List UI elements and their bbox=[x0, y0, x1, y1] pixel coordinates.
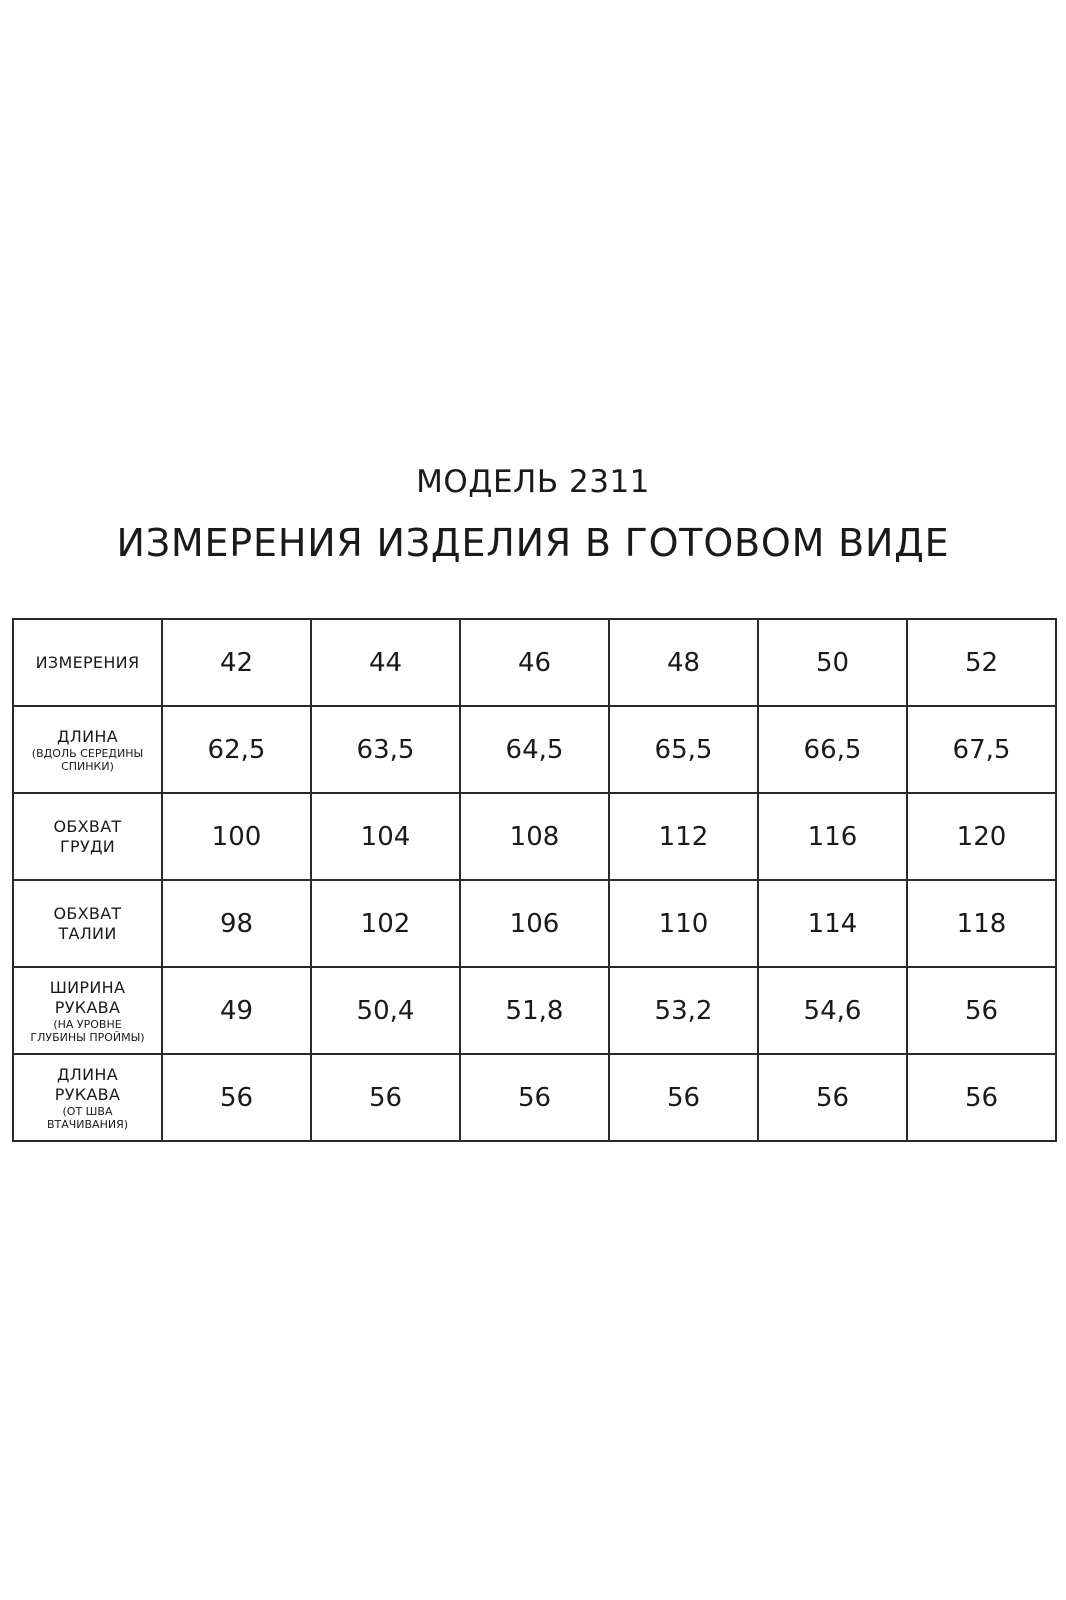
row-label: ОБХВАТ bbox=[53, 903, 122, 923]
size-header: 50 bbox=[758, 619, 907, 706]
table-row bbox=[13, 706, 1056, 793]
model-title: МОДЕЛЬ 2311 bbox=[416, 464, 650, 500]
measurement-value: 102 bbox=[311, 880, 460, 967]
measurement-value: 56 bbox=[907, 967, 1056, 1054]
size-header: 42 bbox=[162, 619, 311, 706]
row-label: ДЛИНА bbox=[57, 726, 118, 746]
size-header: 52 bbox=[907, 619, 1056, 706]
measurement-value: 120 bbox=[907, 793, 1056, 880]
measurement-value: 100 bbox=[162, 793, 311, 880]
row-label-cell bbox=[13, 880, 162, 967]
measurement-value: 112 bbox=[609, 793, 758, 880]
row-label-cell bbox=[13, 967, 162, 1054]
row-label-note: ВТАЧИВАНИЯ) bbox=[46, 1117, 129, 1131]
row-label: ТАЛИИ bbox=[58, 923, 117, 943]
row-label-note: (ВДОЛЬ СЕРЕДИНЫ bbox=[31, 746, 144, 760]
size-header: 44 bbox=[311, 619, 460, 706]
table-row bbox=[13, 967, 1056, 1054]
row-label-cell bbox=[13, 1054, 162, 1141]
page-heading: ИЗМЕРЕНИЯ ИЗДЕЛИЯ В ГОТОВОМ ВИДЕ bbox=[116, 521, 950, 565]
measurement-value: 114 bbox=[758, 880, 907, 967]
measurement-value: 56 bbox=[162, 1054, 311, 1141]
measurement-value: 110 bbox=[609, 880, 758, 967]
row-label-note: ГЛУБИНЫ ПРОЙМЫ) bbox=[30, 1030, 145, 1044]
row-label-note: (НА УРОВНЕ bbox=[53, 1017, 122, 1031]
table-row bbox=[13, 1054, 1056, 1141]
measurement-value: 49 bbox=[162, 967, 311, 1054]
table-row bbox=[13, 880, 1056, 967]
measurement-value: 54,6 bbox=[758, 967, 907, 1054]
measurement-value: 67,5 bbox=[907, 706, 1056, 793]
measurement-value: 118 bbox=[907, 880, 1056, 967]
row-label: РУКАВА bbox=[54, 997, 121, 1017]
size-header: 46 bbox=[460, 619, 609, 706]
measurement-value: 116 bbox=[758, 793, 907, 880]
measurement-value: 98 bbox=[162, 880, 311, 967]
header-label-cell bbox=[13, 619, 162, 706]
header-label: ИЗМЕРЕНИЯ bbox=[35, 652, 140, 672]
measurement-value: 51,8 bbox=[460, 967, 609, 1054]
row-label: РУКАВА bbox=[54, 1084, 121, 1104]
row-label-cell bbox=[13, 706, 162, 793]
row-label-note: СПИНКИ) bbox=[61, 759, 114, 773]
measurement-value: 56 bbox=[758, 1054, 907, 1141]
table-row bbox=[13, 793, 1056, 880]
measurement-value: 56 bbox=[460, 1054, 609, 1141]
row-label: ШИРИНА bbox=[49, 977, 126, 997]
measurement-value: 56 bbox=[907, 1054, 1056, 1141]
measurement-value: 56 bbox=[609, 1054, 758, 1141]
row-label: ДЛИНА bbox=[57, 1064, 118, 1084]
measurement-value: 56 bbox=[311, 1054, 460, 1141]
measurement-value: 53,2 bbox=[609, 967, 758, 1054]
row-label-note: (ОТ ШВА bbox=[62, 1104, 113, 1118]
row-label-cell bbox=[13, 793, 162, 880]
row-label: ОБХВАТ bbox=[53, 816, 122, 836]
measurement-value: 64,5 bbox=[460, 706, 609, 793]
measurement-value: 62,5 bbox=[162, 706, 311, 793]
row-label: ГРУДИ bbox=[59, 836, 116, 856]
measurement-value: 50,4 bbox=[311, 967, 460, 1054]
measurement-value: 66,5 bbox=[758, 706, 907, 793]
table-header-row bbox=[13, 619, 1056, 706]
measurement-value: 108 bbox=[460, 793, 609, 880]
measurement-value: 63,5 bbox=[311, 706, 460, 793]
measurement-value: 65,5 bbox=[609, 706, 758, 793]
size-table bbox=[12, 618, 1057, 1142]
size-header: 48 bbox=[609, 619, 758, 706]
measurement-value: 106 bbox=[460, 880, 609, 967]
measurement-value: 104 bbox=[311, 793, 460, 880]
